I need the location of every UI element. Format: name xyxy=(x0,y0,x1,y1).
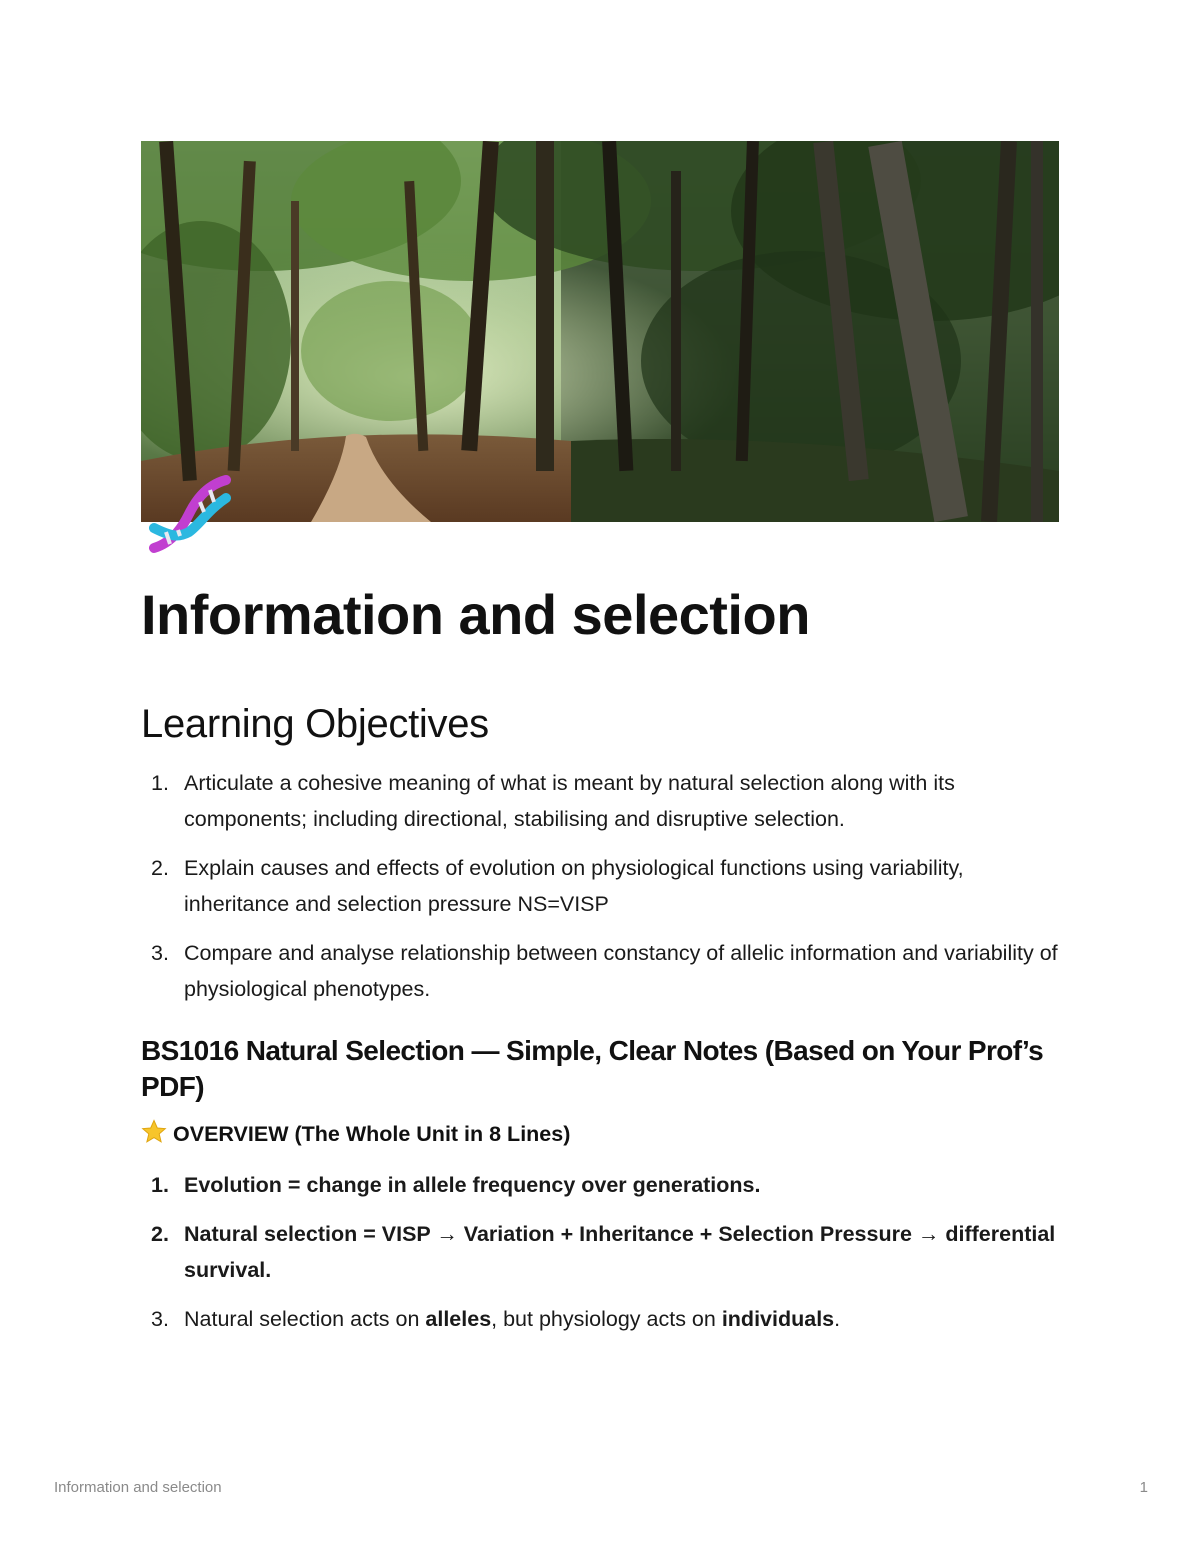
list-item-bold: individuals xyxy=(721,1307,835,1331)
star-icon xyxy=(141,1119,167,1145)
list-item xyxy=(141,850,1071,922)
list-number: 2. xyxy=(151,1222,169,1246)
list-number: 3. xyxy=(151,941,169,965)
list-item-text: Compare and analyse relationship between constancy of allelic information and variability of physiological phenotypes. xyxy=(184,941,1058,1001)
list-item-text-part: . xyxy=(834,1307,841,1331)
list-item-text-part: Natural selection acts on xyxy=(184,1307,426,1331)
overview-label xyxy=(141,1118,570,1150)
list-item xyxy=(141,765,1071,837)
overview-text: OVERVIEW (The Whole Unit in 8 Lines) xyxy=(173,1122,571,1146)
overview-list xyxy=(141,1167,1071,1350)
list-number: 2. xyxy=(151,856,169,880)
list-item xyxy=(141,1301,1071,1337)
list-number: 1. xyxy=(151,1173,169,1197)
notes-heading: BS1016 Natural Selection — Simple, Clear Notes (Based on Your Prof’s PDF) xyxy=(141,1035,1044,1102)
list-item xyxy=(141,935,1071,1007)
list-item-text: Evolution = change in allele frequency over generations. xyxy=(184,1173,761,1197)
list-item-bold: alleles xyxy=(425,1307,492,1331)
footer-title: Information and selection xyxy=(54,1479,222,1496)
list-item-text-part: , but physiology acts on xyxy=(491,1307,722,1331)
page-number: 1 xyxy=(1139,1479,1148,1496)
learning-objectives-heading: Learning Objectives xyxy=(141,702,489,746)
list-item-text: Explain causes and effects of evolution on physiological functions using variability, inheritance and selection pressure NS=VISP xyxy=(184,856,964,916)
learning-objectives-list xyxy=(141,765,1071,1020)
dna-icon xyxy=(144,472,234,558)
list-item xyxy=(141,1167,1071,1203)
list-item xyxy=(141,1216,1071,1288)
page-title: Information and selection xyxy=(141,583,810,646)
list-number: 1. xyxy=(151,771,169,795)
forest-path-photo xyxy=(141,141,1059,522)
list-item-text: Articulate a cohesive meaning of what is meant by natural selection along with its components; including directional, stabilising and disruptive selection. xyxy=(184,771,955,831)
list-item-text: Natural selection = VISP → Variation + Inheritance + Selection Pressure → differential survival. xyxy=(184,1222,1056,1282)
list-number: 3. xyxy=(151,1307,169,1331)
cover-image xyxy=(141,141,1059,522)
